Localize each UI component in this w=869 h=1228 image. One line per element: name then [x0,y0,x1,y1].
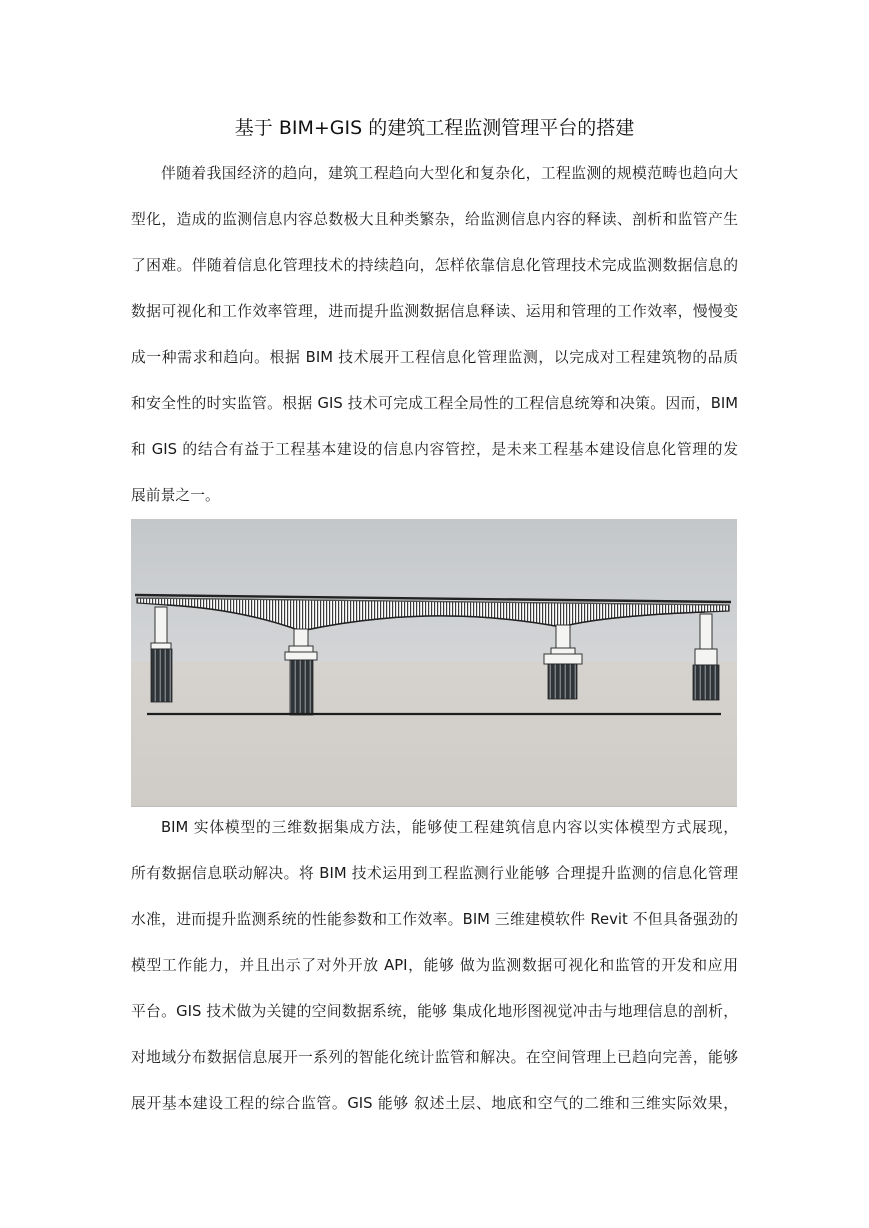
paragraph-line: 对地域分布数据信息展开一系列的智能化统计监管和解决。在空间管理上已趋向完善，能够 [131,1049,738,1066]
paragraph-line: 数据可视化和工作效率管理，进而提升监测数据信息释读、运用和管理的工作效率，慢慢变 [131,303,738,320]
paragraph-line: 平台。GIS 技术做为关键的空间数据系统，能够 集成化地形图视觉冲击与地理信息的剖析， [131,1003,738,1020]
paragraph-line: 了困难。伴随着信息化管理技术的持续趋向，怎样依靠信息化管理技术完成监测数据信息的 [131,257,738,274]
document-title: 基于 BIM+GIS 的建筑工程监测管理平台的搭建 [234,117,635,139]
paragraph-line: 成一种需求和趋向。根据 BIM 技术展开工程信息化管理监测，以完成对工程建筑物的品质 [131,349,738,366]
paragraph-line: 和 GIS 的结合有益于工程基本建设的信息内容管控，是未来工程基本建设信息化管理的发 [131,441,738,458]
paragraph-2 [131,808,738,1130]
paragraph-line: 水准，进而提升监测系统的性能参数和工作效率。BIM 三维建模软件 Revit 不但具备强劲的 [131,911,738,928]
paragraph-line: 和安全性的时实监管。根据 GIS 技术可完成工程全局性的工程信息统筹和决策。因而，BIM [131,395,738,412]
paragraph-line: 伴随着我国经济的趋向，建筑工程趋向大型化和复杂化，工程监测的规模范畴也趋向大 [161,165,738,182]
paragraph-1 [131,154,738,522]
paragraph-line: BIM 实体模型的三维数据集成方法，能够使工程建筑信息内容以实体模型方式展现， [161,819,738,836]
ground-background [131,662,737,806]
paragraph-line: 展开基本建设工程的综合监管。GIS 能够 叙述土层、地底和空气的二维和三维实际效果， [131,1095,738,1112]
paragraph-line: 型化，造成的监测信息内容总数极大且种类繁杂，给监测信息内容的释读、剖析和监管产生 [131,211,738,228]
sky-background [131,519,737,662]
paragraph-line: 展前景之一。 [131,487,220,504]
paragraph-line: 模型工作能力，并且出示了对外开放 API，能够 做为监测数据可视化和监管的开发和应用 [131,957,738,974]
bridge-model-image [131,519,737,807]
paragraph-line: 所有数据信息联动解决。将 BIM 技术运用到工程监测行业能够 合理提升监测的信息化管理 [131,865,738,882]
